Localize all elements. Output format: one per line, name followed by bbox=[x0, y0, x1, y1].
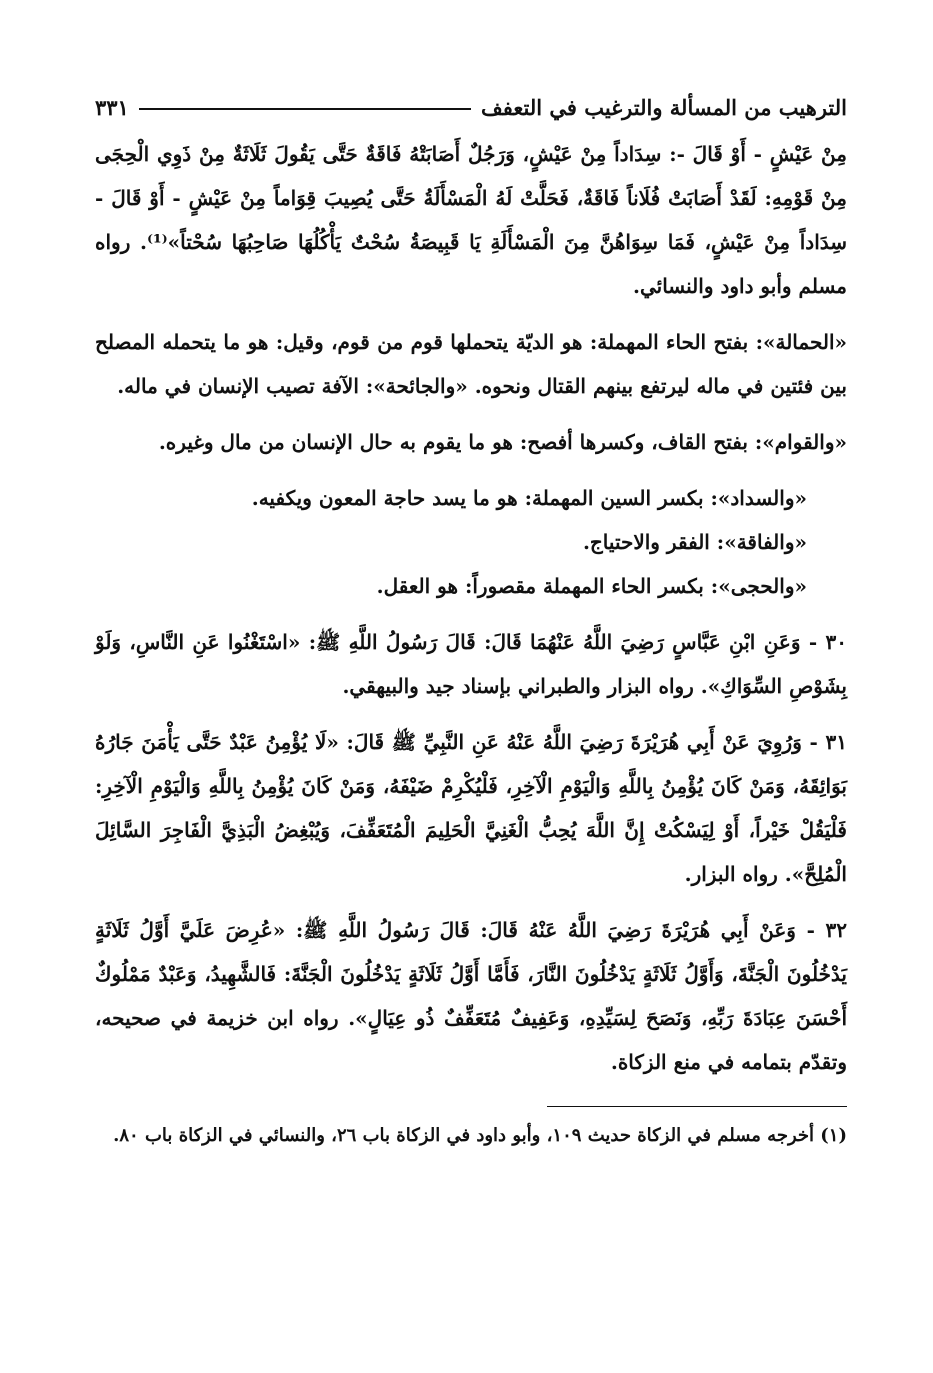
hadith-32-paragraph: ٣٢ - وَعَنْ أَبِي هُرَيْرَةَ رَضِيَ اللَّهُ عَنْهُ قَالَ: قَالَ رَسُولُ اللَّهِ ﷺ: «عُرِضَ عَلَيَّ أَوَّلُ ثَلَاثَةٍ يَدْخُلُونَ الْجَنَّةَ، وَأَوَّلُ ثَلَاثَةٍ يَدْخُلُونَ النَّارَ، فَأَمَّا أَوَّلُ ثَلَاثَةٍ يَدْخُلُونَ الْجَنَّةَ: فَالشَّهِيدُ، وَعَبْدٌ مَمْلُوكٌ أَحْسَنَ عِبَادَةَ رَبِّهِ، وَنَصَحَ لِسَيِّدِهِ، وَعَفِيفٌ مُتَعَفِّفٌ ذُو عِيَالٍ». رواه ابن خزيمة في صحيحه، وتقدّم بتمامه في منع الزكاة. bbox=[95, 918, 847, 1074]
book-page bbox=[95, 88, 847, 1171]
hadith-31-paragraph: ٣١ - وَرُوِيَ عَنْ أَبِي هُرَيْرَةَ رَضِيَ اللَّهُ عَنْهُ عَنِ النَّبِيِّ ﷺ قَالَ: «لَا يُؤْمِنُ عَبْدٌ حَتَّى يَأْمَنَ جَارُهُ بَوَائِقَهُ، وَمَنْ كَانَ يُؤْمِنُ بِاللَّهِ وَالْيَوْمِ الْآخِرِ، فَلْيُكْرِمْ ضَيْفَهُ، وَمَنْ كَانَ يُؤْمِنُ بِاللَّهِ وَالْيَوْمِ الْآخِرِ: فَلْيَقُلْ خَيْراً، أَوْ لِيَسْكُتْ إِنَّ اللَّهَ يُحِبُّ الْغَنِيَّ الْحَلِيمَ الْمُتَعَفِّفَ، وَيُبْغِضُ الْبَذِيَّ الْفَاجِرَ السَّائِلَ الْمُلِحَّ». رواه البزار. bbox=[95, 730, 847, 886]
page-number: ٣٣١ bbox=[95, 94, 129, 120]
header-rule bbox=[139, 108, 471, 110]
definition-faqa-paragraph: «والفاقة»: الفقر والاحتياج. bbox=[582, 530, 807, 554]
body-text bbox=[95, 132, 847, 1084]
chapter-title: الترهيب من المسألة والترغيب في التعفف bbox=[481, 94, 847, 120]
hadith-continuation-paragraph: مِنْ عَيْشٍ - أَوْ قَالَ -: سِدَاداً مِنْ عَيْشٍ، وَرَجُلٌ أَصَابَتْهُ فَاقَةٌ حَتَّى يَقُولَ ثَلَاثَةٌ مِنْ ذَوِي الْحِجَى مِنْ قَوْمِهِ: لَقَدْ أَصَابَتْ فُلَاناً فَاقَةٌ، فَحَلَّتْ لَهُ الْمَسْأَلَةُ حَتَّى يُصِيبَ قِوَاماً مِنْ عَيْشٍ - أَوْ قَالَ - سِدَاداً مِنْ عَيْشٍ، فَمَا سِوَاهُنَّ مِنَ الْمَسْأَلَةِ يَا قَبِيصَةُ سُحْتٌ يَأْكُلُهَا صَاحِبُهَا سُحْتاً»⁽¹⁾. رواه مسلم وأبو داود والنسائي. bbox=[95, 142, 848, 298]
hadith-30-paragraph: ٣٠ - وَعَنِ ابْنِ عَبَّاسٍ رَضِيَ اللَّهُ عَنْهُمَا قَالَ: قَالَ رَسُولُ اللَّهِ ﷺ: «اسْتَغْنُوا عَنِ النَّاسِ، وَلَوْ بِشَوْصِ السِّوَاكِ». رواه البزار والطبراني بإسناد جيد والبيهقي. bbox=[95, 630, 847, 698]
definition-hamala-paragraph: «الحمالة»: بفتح الحاء المهملة: هو الديّة يتحملها قوم من قوم، وقيل: هو ما يتحمله المصلح بين فئتين في ماله ليرتفع بينهم القتال ونحوه. «والجائحة»: الآفة تصيب الإنسان في ماله. bbox=[95, 330, 847, 398]
definition-sidad-paragraph: «والسداد»: بكسر السين المهملة: هو ما يسد حاجة المعون ويكفيه. bbox=[251, 486, 807, 510]
definition-hija-paragraph: «والحجى»: بكسر الحاء المهملة مقصوراً: هو العقل. bbox=[376, 574, 807, 598]
running-header bbox=[95, 88, 847, 126]
footnote: (١) أخرجه مسلم في الزكاة حديث ١٠٩، وأبو داود في الزكاة باب ٢٦، والنسائي في الزكاة باب ٨٠. bbox=[113, 1125, 847, 1146]
definition-qiwam-paragraph: «والقوام»: بفتح القاف، وكسرها أفصح: هو ما يقوم به حال الإنسان من مال وغيره. bbox=[158, 430, 847, 454]
footnote-separator bbox=[547, 1106, 847, 1107]
